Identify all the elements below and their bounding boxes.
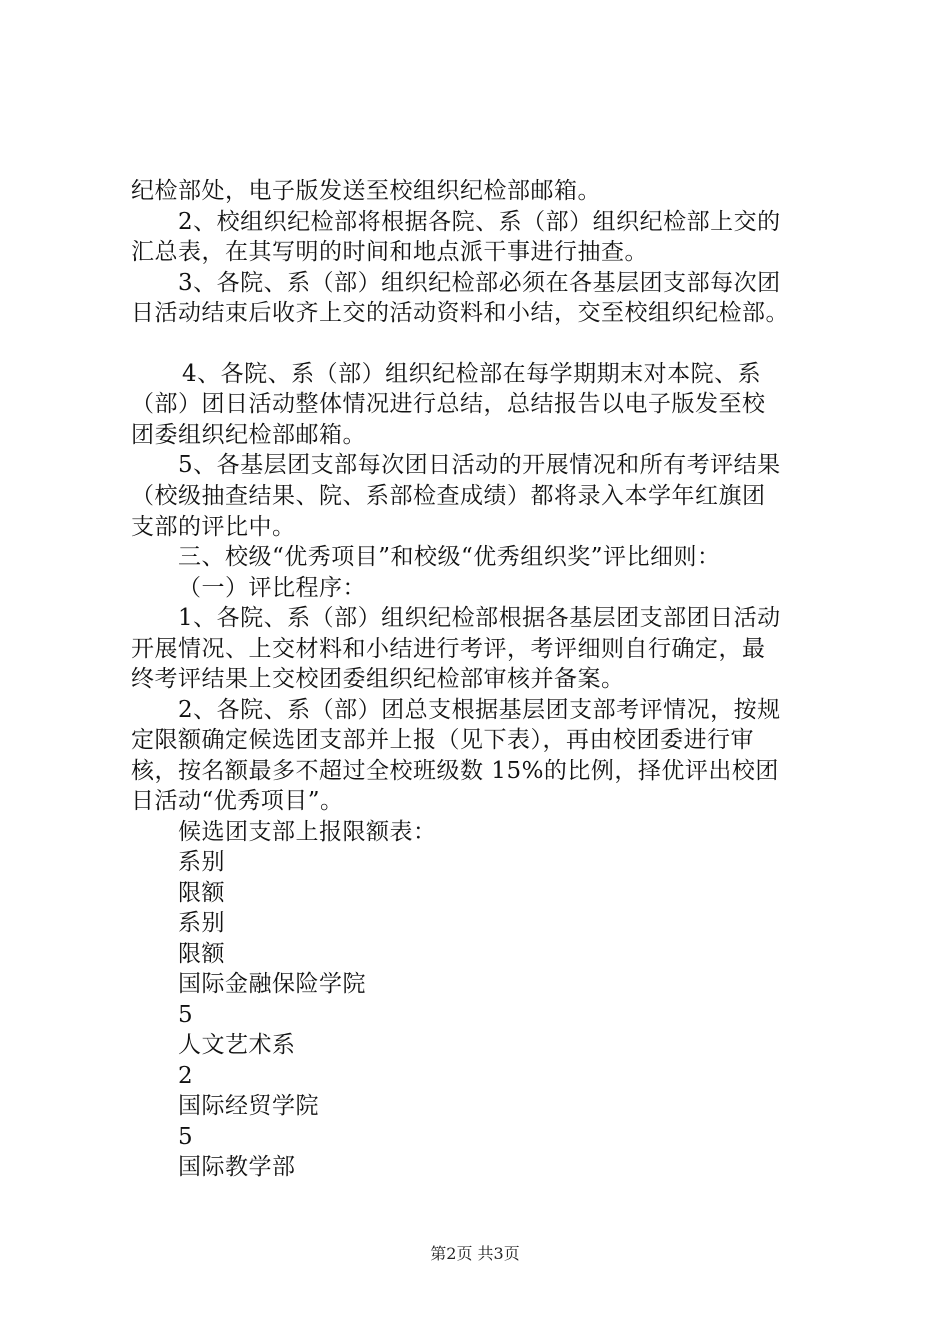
paragraph-line: 5、各基层团支部每次团日活动的开展情况和所有考评结果 (178, 452, 781, 478)
paragraph-line: 3、各院、系（部）组织纪检部必须在各基层团支部每次团 (178, 270, 781, 296)
paragraph-line: 团委组织纪检部邮箱。 (131, 422, 366, 448)
table-cell: 5 (178, 1124, 194, 1150)
table-cell: 国际教学部 (178, 1154, 296, 1180)
table-cell: 系别 (178, 910, 225, 936)
paragraph-line: 纪检部处，电子版发送至校组织纪检部邮箱。 (131, 178, 601, 204)
paragraph-line: （校级抽查结果、院、系部检查成绩）都将录入本学年红旗团 (131, 483, 766, 509)
paragraph-line: 日活动“优秀项目”。 (131, 788, 344, 814)
paragraph-line: （部）团日活动整体情况进行总结，总结报告以电子版发至校 (131, 391, 766, 417)
table-cell: 国际金融保险学院 (178, 971, 366, 997)
paragraph-line: 定限额确定候选团支部并上报（见下表），再由校团委进行审 (131, 727, 754, 753)
table-cell: 人文艺术系 (178, 1032, 296, 1058)
subsection-heading: （一）评比程序： (178, 575, 366, 601)
paragraph-line: 1、各院、系（部）组织纪检部根据各基层团支部团日活动 (178, 605, 781, 631)
paragraph-line: 开展情况、上交材料和小结进行考评，考评细则自行确定，最 (131, 636, 766, 662)
table-cell: 限额 (178, 941, 225, 967)
table-cell: 限额 (178, 880, 225, 906)
paragraph-line: 4、各院、系（部）组织纪检部在每学期期末对本院、系 (182, 361, 762, 387)
paragraph-line: 终考评结果上交校团委组织纪检部审核并备案。 (131, 666, 625, 692)
paragraph-line: 2、校组织纪检部将根据各院、系（部）组织纪检部上交的 (178, 209, 781, 235)
paragraph-line: 2、各院、系（部）团总支根据基层团支部考评情况，按规 (178, 697, 781, 723)
paragraph-line: 汇总表，在其写明的时间和地点派干事进行抽查。 (131, 239, 648, 265)
table-cell: 国际经贸学院 (178, 1093, 319, 1119)
page-number-footer: 第2页 共3页 (430, 1244, 520, 1263)
paragraph-line: 日活动结束后收齐上交的活动资料和小结，交至校组织纪检部。 (131, 300, 789, 326)
paragraph-line: 核，按名额最多不超过全校班级数 15%的比例，择优评出校团 (131, 758, 779, 784)
table-cell: 2 (178, 1063, 194, 1089)
table-cell: 5 (178, 1002, 194, 1028)
table-caption: 候选团支部上报限额表： (178, 819, 437, 845)
table-cell: 系别 (178, 849, 225, 875)
paragraph-line: 支部的评比中。 (131, 514, 296, 540)
section-heading: 三、校级“优秀项目”和校级“优秀组织奖”评比细则： (178, 544, 721, 570)
